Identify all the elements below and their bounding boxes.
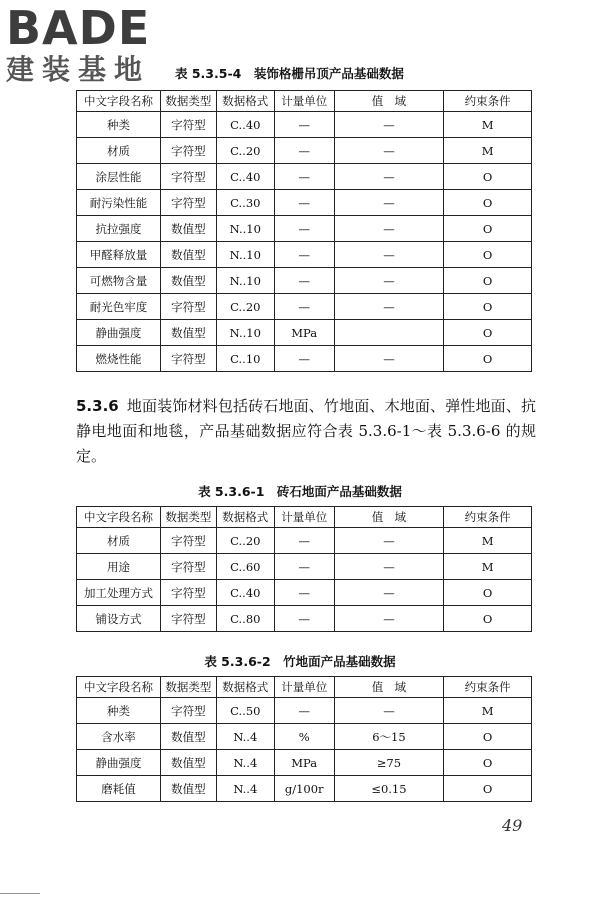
table-cell: 字符型 [160,528,216,554]
table-row [77,164,532,190]
table-cell: O [444,606,532,632]
table-cell: N..4 [216,724,274,750]
table-row [77,216,532,242]
table-header-row [77,677,532,698]
table-cell: ≤0.15 [334,776,444,802]
table-cell: — [274,528,334,554]
table-row [77,606,532,632]
table-cell: M [444,554,532,580]
table-cell: 抗拉强度 [77,216,161,242]
table-cell: — [274,294,334,320]
table-cell: M [444,138,532,164]
table-cell: N..4 [216,750,274,776]
table-cell: — [274,138,334,164]
table-cell: O [444,242,532,268]
table-cell: MPa [274,320,334,346]
table-cell: C..20 [216,294,274,320]
table-cell: 字符型 [160,112,216,138]
column-header: 值 域 [334,507,444,528]
table-cell: — [274,580,334,606]
table-cell: — [334,554,444,580]
table-cell: — [274,554,334,580]
column-header: 数据类型 [160,91,216,112]
column-header: 约束条件 [444,677,532,698]
column-header: 中文字段名称 [77,91,161,112]
table-cell: 字符型 [160,554,216,580]
column-header: 计量单位 [274,91,334,112]
table-cell: 字符型 [160,190,216,216]
table-cell: — [274,164,334,190]
table-cell: C..80 [216,606,274,632]
column-header: 中文字段名称 [77,507,161,528]
table-cell: 铺设方式 [77,606,161,632]
table-cell: — [334,112,444,138]
table-cell: C..40 [216,112,274,138]
table-cell: — [334,164,444,190]
table-cell: — [274,606,334,632]
table-cell: 字符型 [160,346,216,372]
table-cell: 燃烧性能 [77,346,161,372]
table-cell: O [444,268,532,294]
table-cell: 磨耗值 [77,776,161,802]
table-row [77,724,532,750]
table-row [77,750,532,776]
table-row [77,190,532,216]
column-header: 数据格式 [216,91,274,112]
table-cell: — [334,528,444,554]
table-cell: ≥75 [334,750,444,776]
spec-table [76,506,532,632]
table-row [77,776,532,802]
table-cell: 字符型 [160,164,216,190]
table-cell: 数值型 [160,776,216,802]
column-header: 数据类型 [160,677,216,698]
table-header-row [77,91,532,112]
table-cell: 用途 [77,554,161,580]
table-cell: C..50 [216,698,274,724]
table-caption: 表 5.3.6-2 竹地面产品基础数据 [204,654,396,669]
table-cell: 可燃物含量 [77,268,161,294]
table-cell: — [274,216,334,242]
table-row [77,242,532,268]
table-cell: — [334,216,444,242]
clause-text: 地面装饰材料包括砖石地面、竹地面、木地面、弹性地面、抗静电地面和地毯，产品基础数据应符合表 5.3.6-1～表 5.3.6-6 的规定。 [76,397,536,465]
column-header: 值 域 [334,677,444,698]
logo-brand: BADE [6,1,151,55]
clause-number: 5.3.6 [76,397,119,415]
table-cell: C..30 [216,190,274,216]
page-number: 49 [502,816,523,835]
table-cell: — [274,190,334,216]
table-cell: O [444,750,532,776]
table-cell: 材质 [77,138,161,164]
table-cell: — [334,242,444,268]
spec-table [76,676,532,802]
table-cell: O [444,320,532,346]
table-cell: — [274,112,334,138]
table-cell: 甲醛释放量 [77,242,161,268]
table-cell: O [444,346,532,372]
table-cell: 数值型 [160,242,216,268]
column-header: 值 域 [334,91,444,112]
table-row [77,320,532,346]
table-cell: — [334,268,444,294]
table-cell: 字符型 [160,698,216,724]
table-cell: O [444,580,532,606]
table-cell: 种类 [77,112,161,138]
table-cell: 耐污染性能 [77,190,161,216]
table-cell: 字符型 [160,580,216,606]
table-cell: 数值型 [160,750,216,776]
table-cell: O [444,294,532,320]
table-cell: — [274,346,334,372]
table-cell: C..40 [216,580,274,606]
column-header: 计量单位 [274,507,334,528]
column-header: 数据类型 [160,507,216,528]
table-cell: O [444,164,532,190]
table-cell: % [274,724,334,750]
column-header: 数据格式 [216,677,274,698]
table-header-row [77,507,532,528]
table-cell: M [444,112,532,138]
table-cell: C..10 [216,346,274,372]
table-cell: 种类 [77,698,161,724]
table-cell: C..40 [216,164,274,190]
table-cell: — [334,606,444,632]
table-cell: C..20 [216,528,274,554]
table-cell: O [444,724,532,750]
column-header: 约束条件 [444,91,532,112]
table-caption: 表 5.3.6-1 砖石地面产品基础数据 [198,484,402,499]
table-cell: 数值型 [160,724,216,750]
table-cell: C..20 [216,138,274,164]
table-cell: 数值型 [160,268,216,294]
table-cell: M [444,528,532,554]
table-cell: 涂层性能 [77,164,161,190]
table-cell: O [444,216,532,242]
table-cell: 静曲强度 [77,320,161,346]
table-cell: 含水率 [77,724,161,750]
table-row [77,698,532,724]
table-cell: — [334,698,444,724]
table-cell: N..10 [216,320,274,346]
table-row [77,112,532,138]
column-header: 约束条件 [444,507,532,528]
clause-paragraph [76,394,536,469]
column-header: 计量单位 [274,677,334,698]
table-cell: MPa [274,750,334,776]
table-cell: — [334,138,444,164]
table-cell: 字符型 [160,606,216,632]
bade-logo [6,1,151,86]
table-cell: — [334,190,444,216]
table-cell: 耐光色牢度 [77,294,161,320]
table-row [77,294,532,320]
table-cell: 字符型 [160,294,216,320]
table-cell: — [334,294,444,320]
logo-subtitle: 建装基地 [6,53,151,86]
table-row [77,580,532,606]
footer-rule [0,893,40,894]
table-cell: N..10 [216,242,274,268]
table-caption: 表 5.3.5-4 装饰格栅吊顶产品基础数据 [175,66,404,81]
table-cell: — [334,580,444,606]
table-cell: g/100r [274,776,334,802]
table-cell: 6～15 [334,724,444,750]
spec-table [76,90,532,372]
table-cell: — [274,268,334,294]
table-cell: N..10 [216,268,274,294]
table-cell: — [274,698,334,724]
table-row [77,268,532,294]
table-row [77,138,532,164]
table-cell: O [444,776,532,802]
table-cell: — [334,346,444,372]
table-cell: M [444,698,532,724]
table-cell: 字符型 [160,138,216,164]
table-cell: N..10 [216,216,274,242]
table-cell: 加工处理方式 [77,580,161,606]
table-cell: C..60 [216,554,274,580]
column-header: 中文字段名称 [77,677,161,698]
table-row [77,554,532,580]
table-cell: 材质 [77,528,161,554]
table-cell [334,320,444,346]
table-row [77,528,532,554]
table-row [77,346,532,372]
column-header: 数据格式 [216,507,274,528]
table-cell: O [444,190,532,216]
table-cell: 数值型 [160,216,216,242]
table-cell: N..4 [216,776,274,802]
table-cell: 数值型 [160,320,216,346]
table-cell: — [274,242,334,268]
table-cell: 静曲强度 [77,750,161,776]
